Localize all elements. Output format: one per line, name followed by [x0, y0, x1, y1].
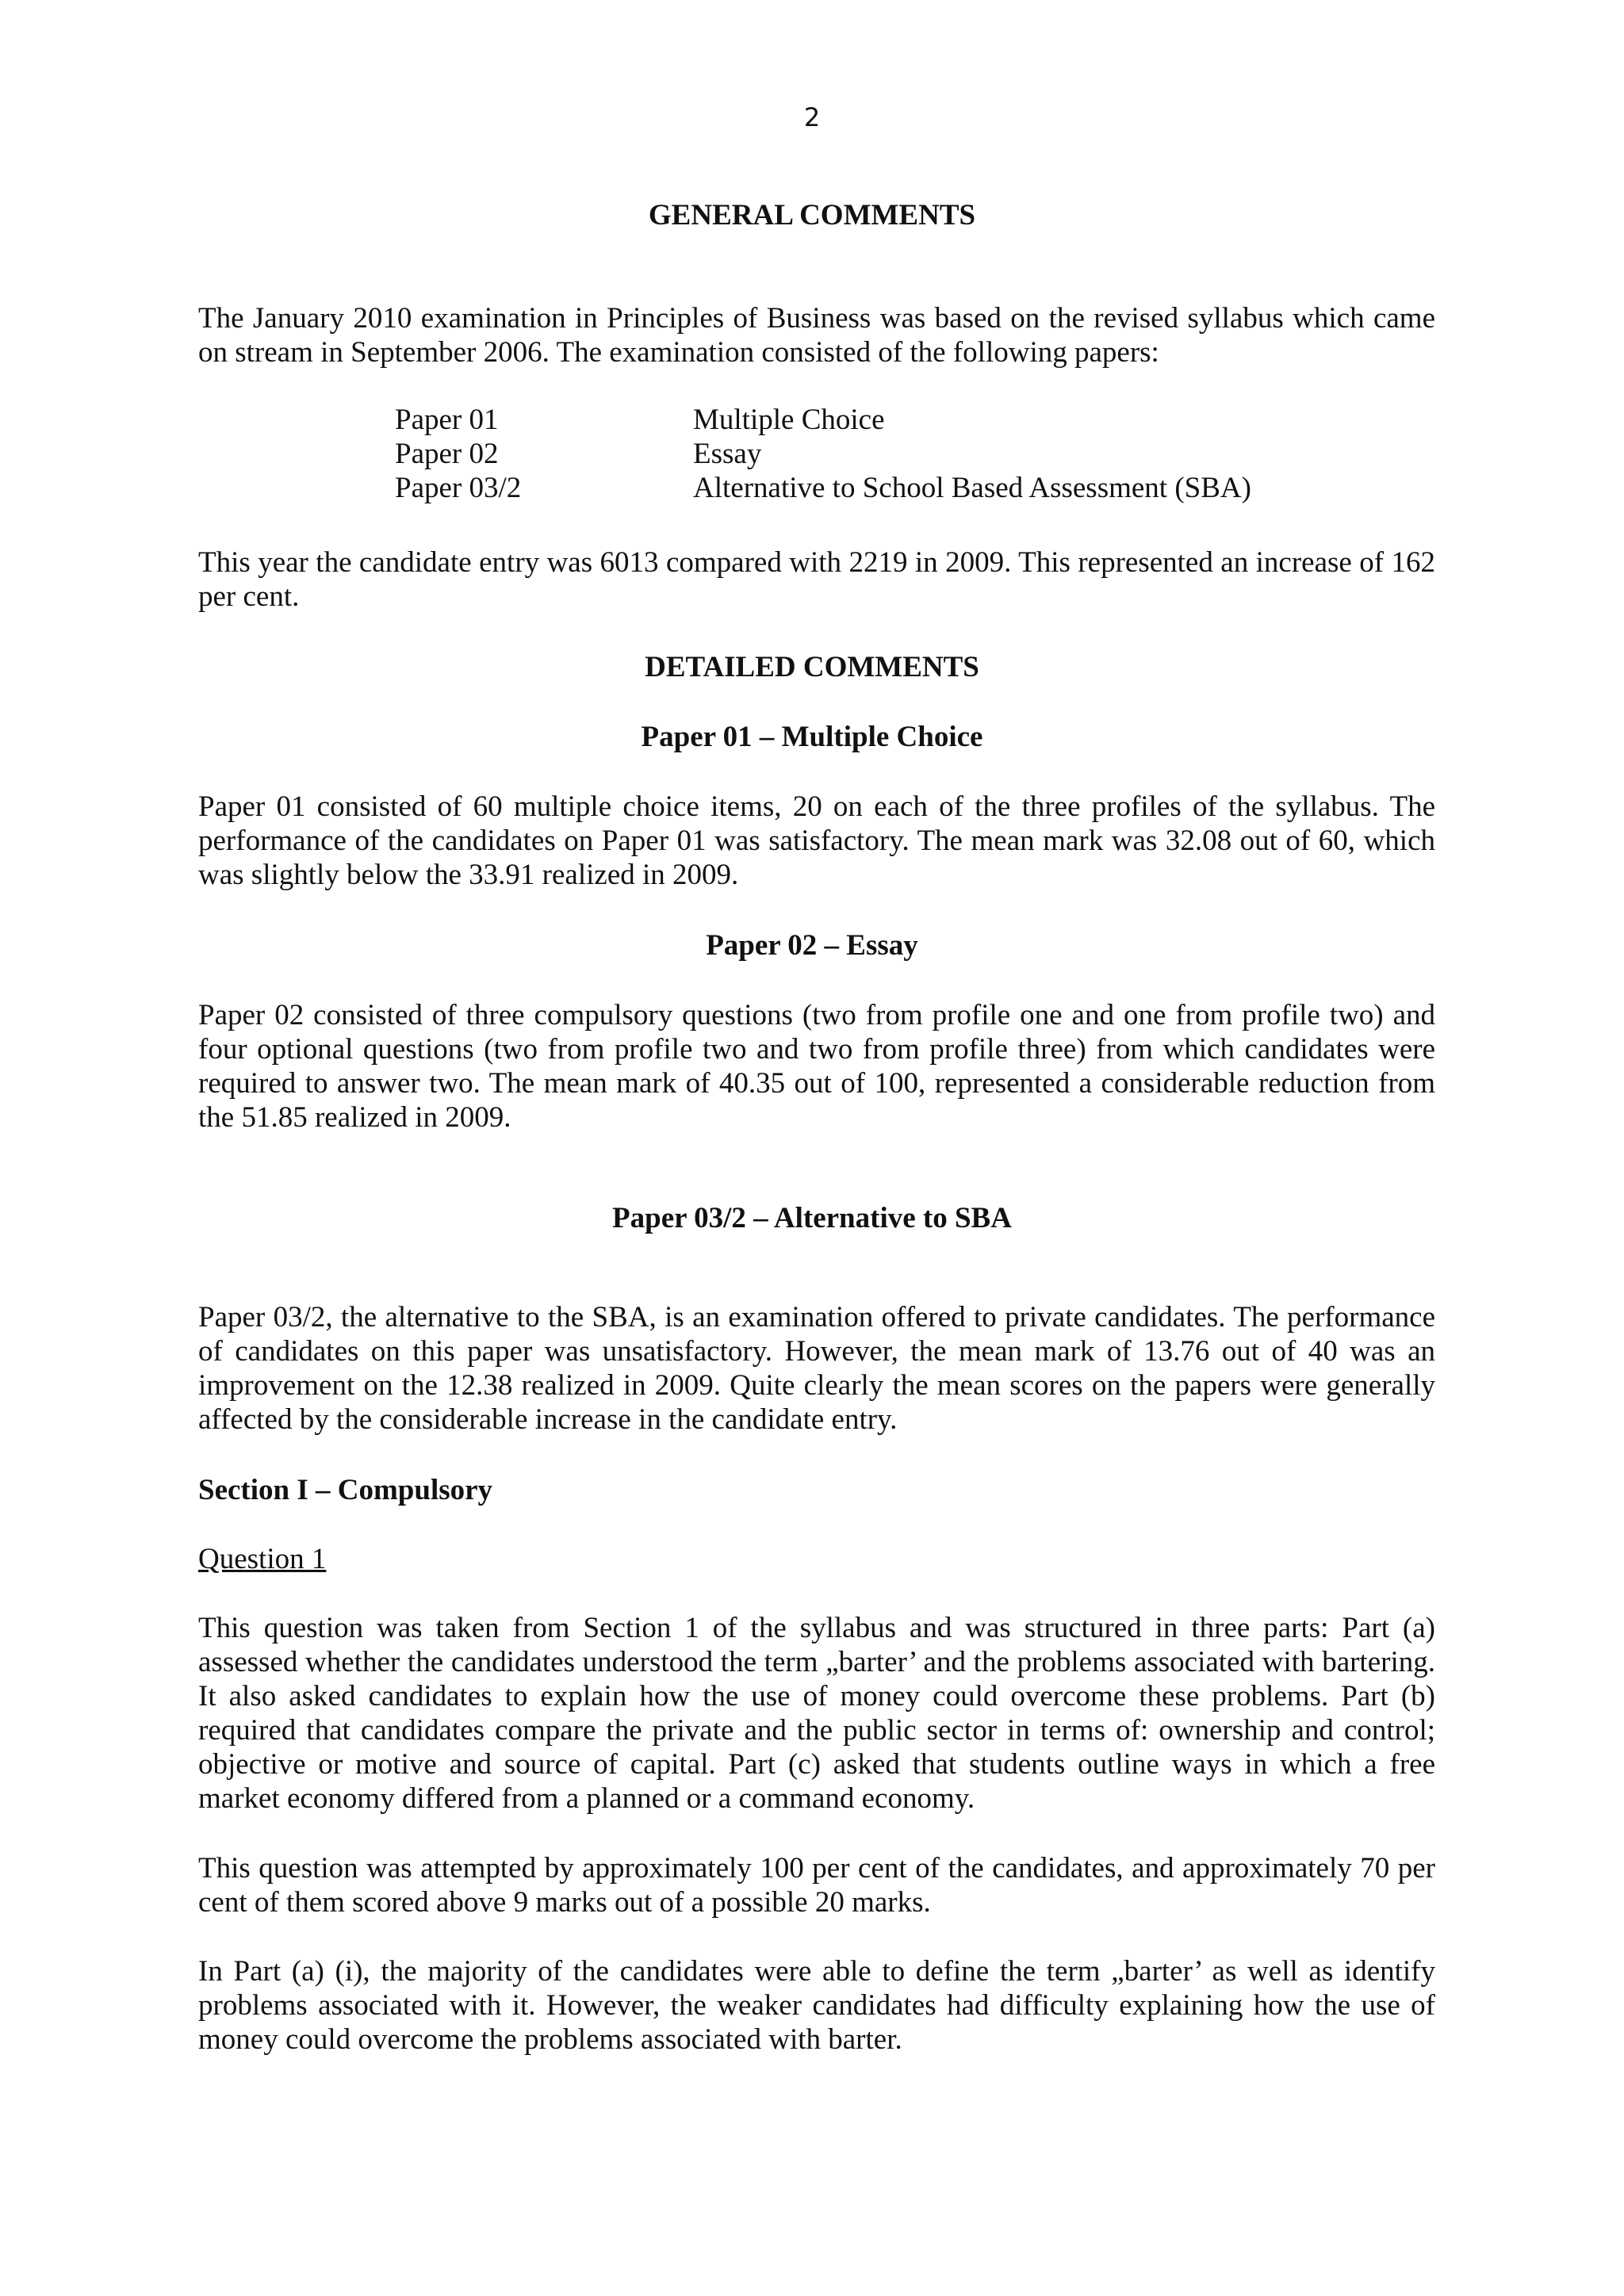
paper02-heading: Paper 02 – Essay — [706, 929, 918, 962]
paper01-paragraph: Paper 01 consisted of 60 multiple choice items, 20 on each of the three profiles of the syllabus. The performance of the candidates on Paper 01 was satisfactory. The mean mark was 32.08 out of 60, which was slightly below the 33.91 realized in 2009. — [198, 790, 1435, 891]
paper-name: Multiple Choice — [693, 404, 885, 436]
paper02-paragraph: Paper 02 consisted of three compulsory questions (two from profile one and one from profile two) and four optional questions (two from profile two and two from profile three) from which candidates were required to answer two. The mean mark of 40.35 out of 100, represented a considerable reduction from the 51.85 realized in 2009. — [198, 999, 1435, 1134]
general-comments-heading: GENERAL COMMENTS — [648, 199, 976, 232]
paper-code: Paper 02 — [395, 438, 499, 470]
entry-paragraph: This year the candidate entry was 6013 compared with 2219 in 2009. This represented an increase of 162 per cent. — [198, 546, 1435, 613]
detailed-comments-heading: DETAILED COMMENTS — [645, 651, 979, 683]
paper03-heading: Paper 03/2 – Alternative to SBA — [612, 1202, 1012, 1234]
papers-list-item — [395, 471, 1251, 505]
section1-heading: Section I – Compulsory — [198, 1474, 493, 1506]
q1-paragraph-3: In Part (a) (i), the majority of the candidates were able to define the term „barter’ as well as identify problems associated with it. However, the weaker candidates had difficulty explaining how the use of money could overcome the problems associated with barter. — [198, 1955, 1435, 2056]
paper-code: Paper 03/2 — [395, 472, 522, 504]
paper01-heading: Paper 01 – Multiple Choice — [641, 721, 983, 753]
papers-list-item — [395, 437, 1251, 471]
q1-paragraph-2: This question was attempted by approximately 100 per cent of the candidates, and approximately 70 per cent of them scored above 9 marks out of a possible 20 marks. — [198, 1852, 1435, 1919]
page-number: 2 — [803, 102, 821, 132]
paper-code: Paper 01 — [395, 404, 499, 436]
papers-list-item — [395, 403, 1251, 437]
paper-name: Alternative to School Based Assessment (SBA) — [693, 472, 1251, 504]
papers-list — [395, 403, 1251, 505]
paper-name: Essay — [693, 438, 762, 470]
paper03-paragraph: Paper 03/2, the alternative to the SBA, is an examination offered to private candidates. The performance of candidates on this paper was unsatisfactory. However, the mean mark of 13.76 out of 40 was an improvement on the 12.38 realized in 2009. Quite clearly the mean scores on the papers were generally affected by the considerable increase in the candidate entry. — [198, 1301, 1435, 1436]
question1-heading: Question 1 — [198, 1543, 327, 1575]
intro-paragraph: The January 2010 examination in Principles of Business was based on the revised syllabus which came on stream in September 2006. The examination consisted of the following papers: — [198, 302, 1435, 369]
q1-paragraph-1: This question was taken from Section 1 of the syllabus and was structured in three parts: Part (a) assessed whether the candidates understood the term „barter’ and the problems associated with bartering. It also asked candidates to explain how the use of money could overcome these problems. Part (b) required that candidates compare the private and the public sector in terms of: ownership and control; objective or motive and source of capital. Part (c) asked that students outline ways in which a free market economy differed from a planned or a command economy. — [198, 1612, 1435, 1815]
